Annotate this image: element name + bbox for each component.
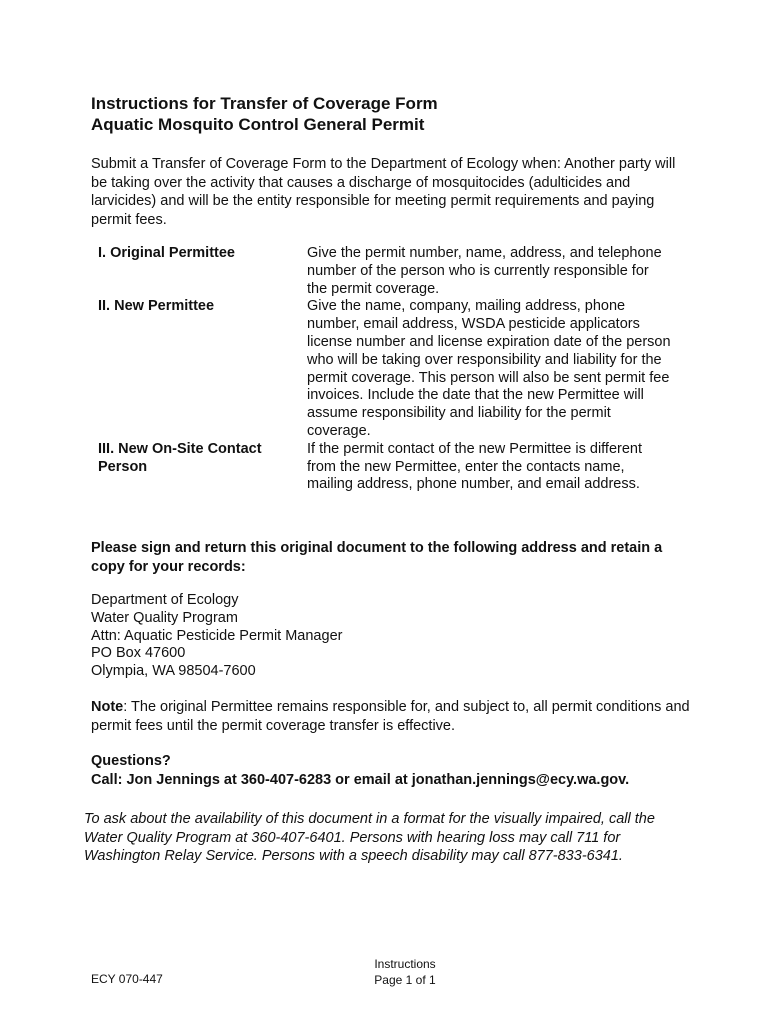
footer-doc-type: Instructions xyxy=(374,957,436,971)
footer-page-info xyxy=(340,956,470,988)
section-label: III. New On-Site Contact Person xyxy=(98,440,262,475)
address-line: PO Box 47600 xyxy=(91,645,186,662)
document-subtitle: Aquatic Mosquito Control General Permit xyxy=(91,115,425,134)
section-label: II. New Permittee xyxy=(98,298,215,315)
note-label: Note xyxy=(91,699,124,715)
questions-heading: Questions? xyxy=(91,753,171,769)
questions-block xyxy=(91,752,629,789)
note-paragraph xyxy=(91,698,691,735)
sign-instructions: Please sign and return this original document to the following address and retain a copy for your records: xyxy=(91,540,663,575)
questions-contact: Call: Jon Jennings at 360-407-6283 or email at jonathan.jennings@ecy.wa.gov. xyxy=(91,771,630,788)
section-label: I. Original Permittee xyxy=(98,245,235,261)
address-line: Olympia, WA 98504-7600 xyxy=(91,663,256,680)
page-number: Page 1 of 1 xyxy=(374,973,436,987)
section-description: Give the permit number, name, address, and telephone number of the person who is currently responsible for the permit coverage. xyxy=(307,245,662,297)
note-text: : The original Permittee remains responsible for, and subject to, all permit conditions and permit fees until the permit coverage transfer is effective. xyxy=(91,699,690,734)
intro-paragraph: Submit a Transfer of Coverage Form to the Department of Ecology when: Another party will be taking over the activity that causes a discharge of mosquitocides (adulticides and larvicides) and will be the entity responsible for meeting permit requirements and paying permit fees. xyxy=(91,156,676,228)
address-line: Department of Ecology xyxy=(91,592,239,608)
section-description: If the permit contact of the new Permittee is different from the new Permittee, enter the contacts name, mailing address, phone number, and email address. xyxy=(307,440,643,493)
section-row-original-permittee xyxy=(98,245,678,298)
section-row-new-onsite-contact xyxy=(98,441,678,494)
address-line: Water Quality Program xyxy=(91,609,238,626)
document-title: Instructions for Transfer of Coverage Form xyxy=(91,94,438,113)
form-id: ECY 070-447 xyxy=(91,972,163,986)
accessibility-statement: To ask about the availability of this document in a format for the visually impaired, call the Water Quality Program at 360-407-6401. Persons with hearing loss may call 711 for Washington Relay Service. Persons with a speech disability may call 877-833-6341. xyxy=(84,811,655,864)
sections-table xyxy=(98,245,678,494)
address-line: Attn: Aquatic Pesticide Permit Manager xyxy=(91,627,343,644)
section-description: Give the name, company, mailing address, phone number, email address, WSDA pesticide applicators license number and license expiration date of the person who will be taking over responsibility and liability for the permit coverage. This person will also be sent permit fee invoices. Include the date that the new Permittee will assume responsibility and liability for the permit coverage. xyxy=(307,298,671,439)
mailing-address xyxy=(91,592,342,681)
section-row-new-permittee xyxy=(98,298,678,440)
